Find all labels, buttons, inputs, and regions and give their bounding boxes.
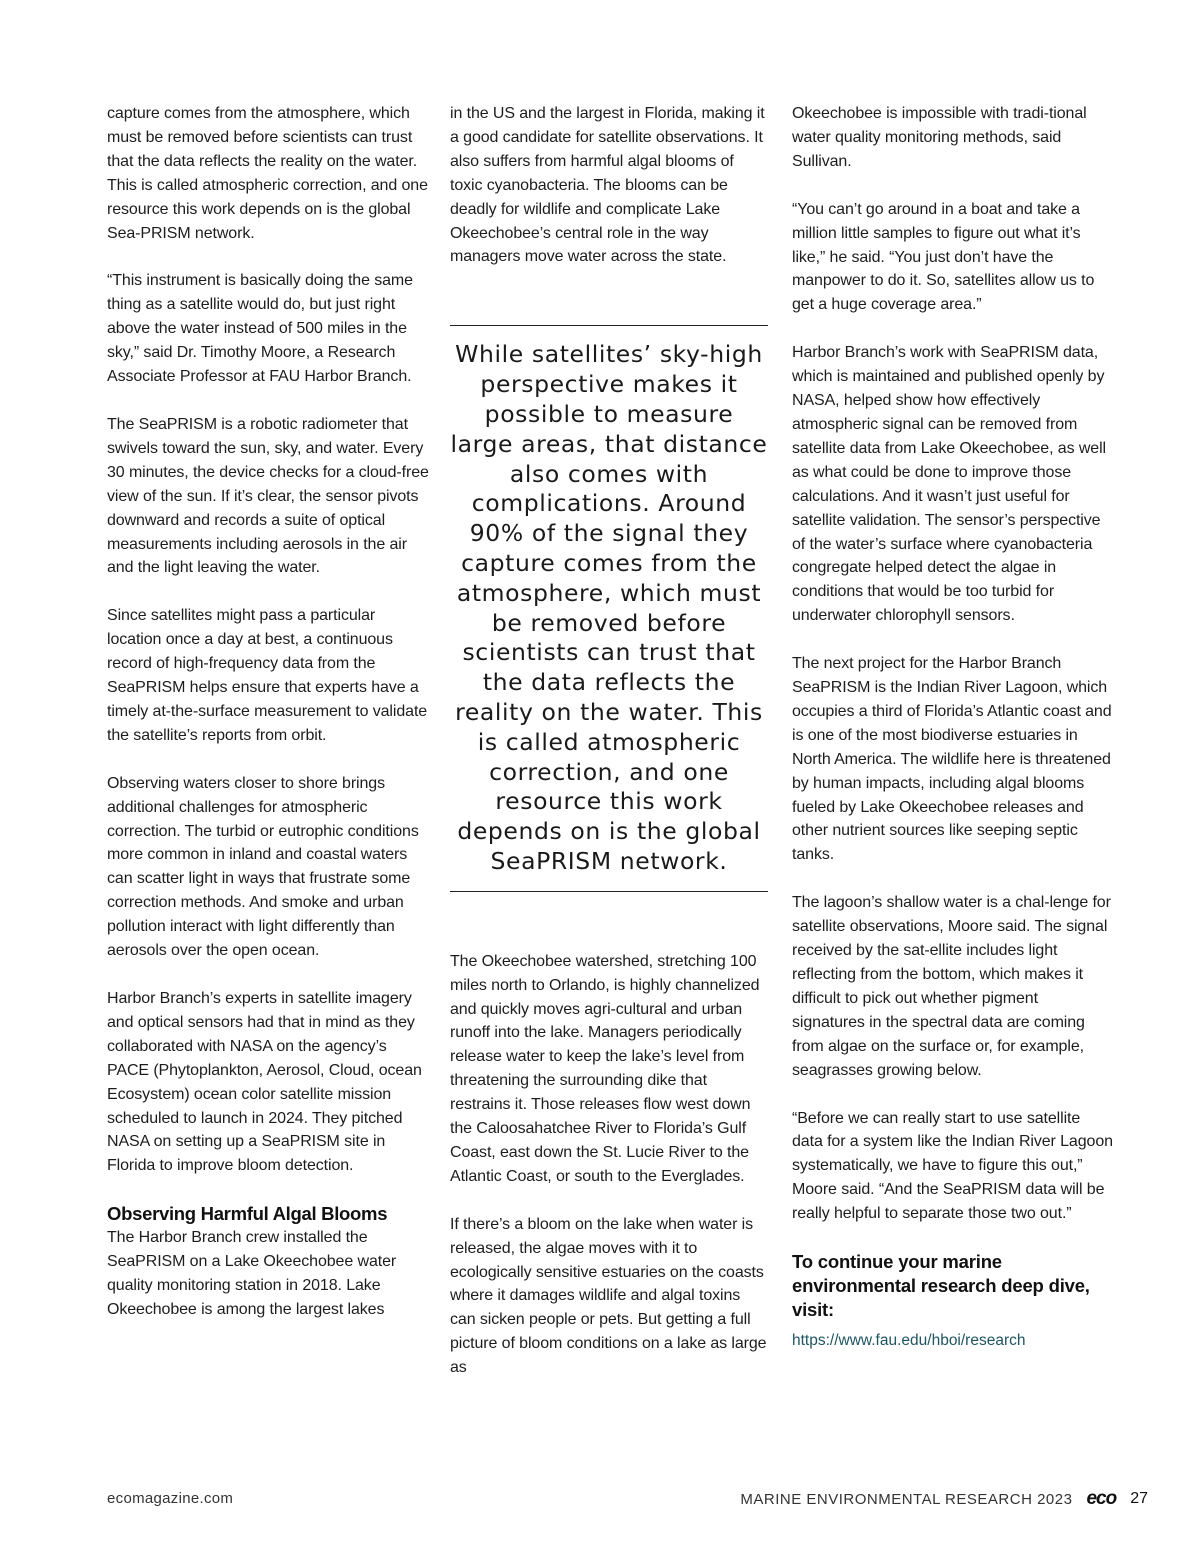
footer-right: [740, 1488, 1148, 1510]
paragraph: “This instrument is basically doing the same thing as a satellite would do, but just right above the water instead of 500 miles in the sky,” said Dr. Timothy Moore, a Research Associate Professor at FAU Harbor Branch.: [107, 272, 413, 386]
paragraph: “You can’t go around in a boat and take a million little samples to figure out what it’s like,” he said. “You just don’t have the manpower to do it. So, satellites allow us to get a huge coverage area.”: [792, 200, 1095, 314]
call-to-action-heading: To continue your marine environmental research deep dive, visit:: [792, 1251, 1090, 1321]
article-column-1: [107, 102, 429, 1346]
paragraph: The next project for the Harbor Branch SeaPRISM is the Indian River Lagoon, which occupies a third of Florida’s Atlantic coast and is one of the most biodiverse estuaries in North America. The wildlife here is threatened by human impacts, including algal blooms fueled by Lake Okeechobee releases and other nutrient sources like seeping septic tanks.: [792, 655, 1112, 864]
paragraph: Since satellites might pass a particular location once a day at best, a continuous record of high-frequency data from the SeaPRISM helps ensure that experts have a timely at-the-surface measurement to validate the satellite’s reports from orbit.: [107, 607, 428, 744]
paragraph: Harbor Branch’s experts in satellite imagery and optical sensors had that in mind as they collaborated with NASA on the agency’s PACE (Phytoplankton, Aerosol, Cloud, ocean Ecosystem) ocean color satellite mission scheduled to launch in 2024. They pitched NASA on setting up a SeaPRISM site in Florida to improve bloom detection.: [107, 990, 422, 1175]
paragraph: “Before we can really start to use satellite data for a system like the Indian River Lagoon systematically, we have to figure this out,” Moore said. “And the SeaPRISM data will be really helpful to separate those two out.”: [792, 1109, 1113, 1223]
site-url: ecomagazine.com: [107, 1490, 234, 1507]
paragraph: Okeechobee is impossible with tradi-tional water quality monitoring methods, said Sullivan.: [792, 105, 1087, 170]
paragraph: in the US and the largest in Florida, making it a good candidate for satellite observations. It also suffers from harmful algal blooms of toxic cyanobacteria. The blooms can be deadly for wildlife and complicate Lake Okeechobee’s central role in the way managers move water across the state.: [450, 105, 765, 266]
paragraph: capture comes from the atmosphere, which must be removed before scientists can trust that the data reflects the reality on the water. This is called atmospheric correction, and one resource this work depends on is the global Sea-PRISM network.: [107, 105, 428, 242]
pull-quote: While satellites’ sky-high perspective makes it possible to measure large areas, that distance also comes with complications. Around 90% of the signal they capture comes from the atmosphere, which must be removed before scientists can trust that the data reflects the reality on the water. This is called atmospheric correction, and one resource this work depends on is the global SeaPRISM network.: [450, 325, 768, 891]
paragraph: Harbor Branch’s work with SeaPRISM data, which is maintained and published openly by NASA, helped show how effectively atmospheric signal can be removed from satellite data from Lake Okeechobee, as well as what could be done to improve those calculations. And it wasn’t just useful for satellite validation. The sensor’s perspective of the water’s surface where cyanobacteria congregate helped detect the algae in conditions that would be too turbid for underwater chlorophyll sensors.: [792, 344, 1106, 625]
paragraph: The SeaPRISM is a robotic radiometer that swivels toward the sun, sky, and water. Every 30 minutes, the device checks for a cloud-free view of the sun. If it’s clear, the sensor pivots downward and records a suite of optical measurements including aerosols in the air and the light leaving the water.: [107, 415, 429, 577]
article-column-2: [450, 102, 768, 1404]
paragraph: The Okeechobee watershed, stretching 100 miles north to Orlando, is highly channelized and quickly moves agri-cultural and urban runoff into the lake. Managers periodically release water to keep the lake’s level from threatening the surrounding dike that restrains it. Those releases flow west down the Caloosahatchee River to Florida’s Gulf Coast, east down the St. Lucie River to the Atlantic Coast, or south to the Everglades.: [450, 952, 760, 1185]
research-link[interactable]: https://www.fau.edu/hboi/research: [792, 1332, 1026, 1350]
paragraph: The Harbor Branch crew installed the SeaPRISM on a Lake Okeechobee water quality monitoring station in 2018. Lake Okeechobee is among the largest lakes: [107, 1229, 397, 1318]
section-heading: Observing Harmful Algal Blooms: [107, 1203, 388, 1225]
paragraph: The lagoon’s shallow water is a chal-lenge for satellite observations, Moore said. The signal received by the sat-ellite includes light reflecting from the bottom, which makes it difficult to pick out whether pigment signatures in the spectral data are coming from algae on the surface or, for example, seagrasses growing below.: [792, 894, 1111, 1079]
article-column-3: [792, 102, 1114, 1352]
page-number: 27: [1130, 1490, 1148, 1507]
page-footer: [107, 1488, 1148, 1510]
eco-logo: eco: [1086, 1488, 1117, 1509]
paragraph: If there’s a bloom on the lake when water is released, the algae moves with it to ecologically sensitive estuaries on the coasts where it damages wildlife and algal toxins can sicken people or pets. But getting a full picture of bloom conditions on a lake as large as: [450, 1215, 767, 1377]
paragraph: Observing waters closer to shore brings additional challenges for atmospheric correction. The turbid or eutrophic conditions more common in inland and coastal waters can scatter light in ways that frustrate some correction methods. And smoke and urban pollution interact with light differently than aerosols over the open ocean.: [107, 774, 419, 960]
publication-title: MARINE ENVIRONMENTAL RESEARCH 2023: [740, 1490, 1073, 1508]
